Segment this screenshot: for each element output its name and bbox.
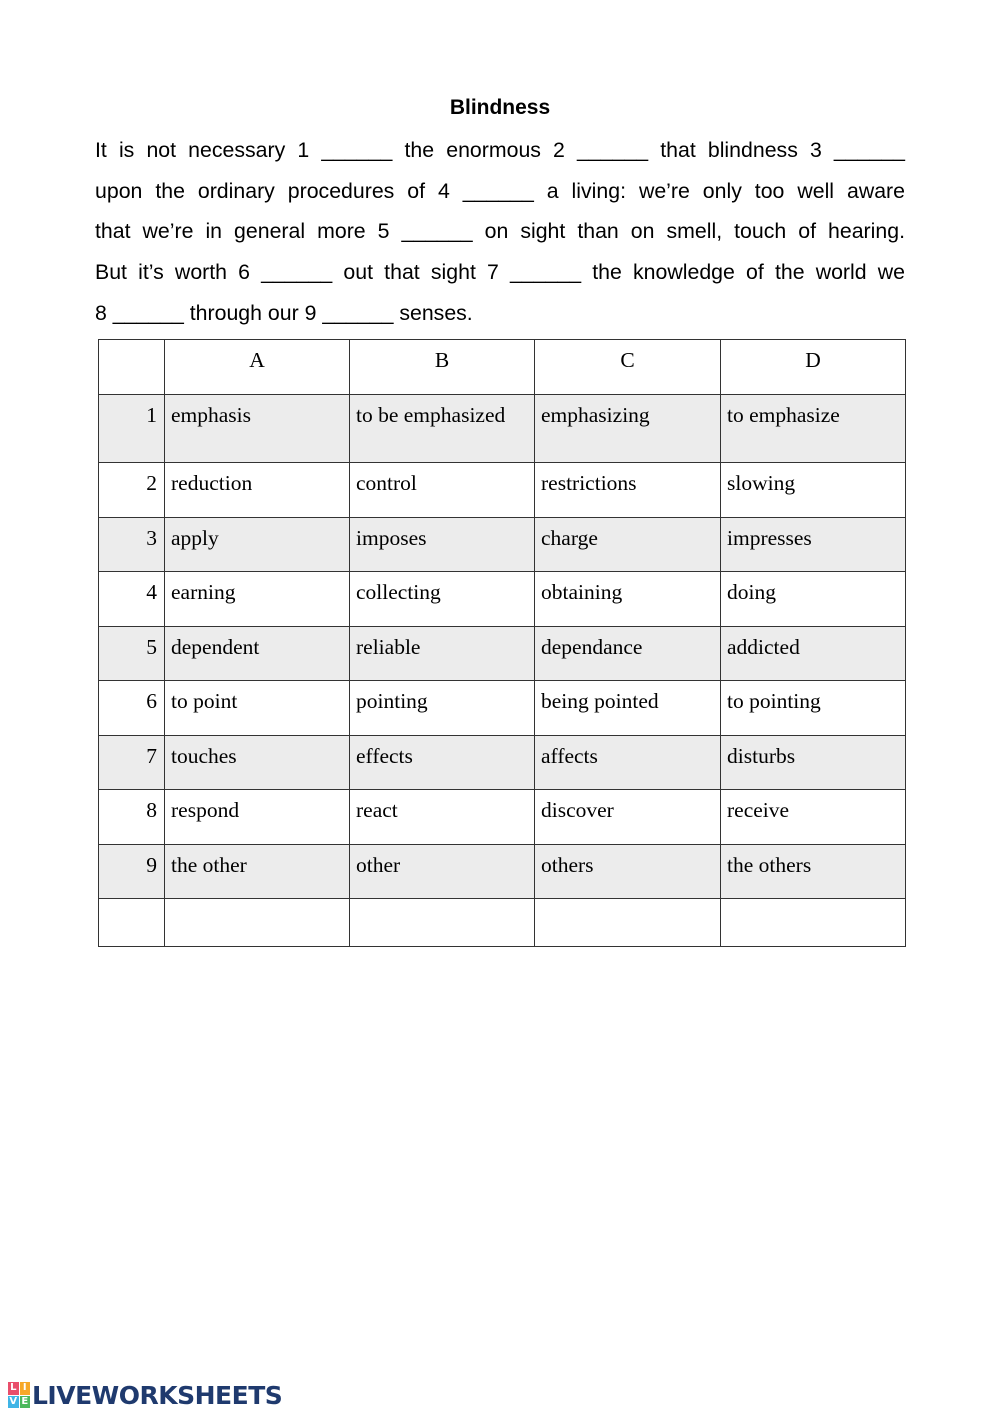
option-c: discover bbox=[535, 790, 721, 845]
table-row bbox=[99, 572, 906, 627]
question-number: 5 bbox=[99, 626, 165, 681]
table-row bbox=[99, 463, 906, 518]
table-row bbox=[99, 395, 906, 463]
question-number: 2 bbox=[99, 463, 165, 518]
option-d: to pointing bbox=[721, 681, 906, 736]
header-cell-c: C bbox=[535, 340, 721, 395]
option-d: impresses bbox=[721, 517, 906, 572]
option-b: control bbox=[350, 463, 535, 518]
cloze-passage bbox=[95, 130, 905, 333]
option-d: disturbs bbox=[721, 735, 906, 790]
option-d: to emphasize bbox=[721, 395, 906, 463]
table-header-row bbox=[99, 340, 906, 395]
empty-cell bbox=[535, 899, 721, 947]
option-a: to point bbox=[165, 681, 350, 736]
option-a: respond bbox=[165, 790, 350, 845]
question-number: 3 bbox=[99, 517, 165, 572]
header-cell-d: D bbox=[721, 340, 906, 395]
option-c: others bbox=[535, 844, 721, 899]
passage-line: But it’s worth 6 ______ out that sight 7 ______ the knowledge of the world we bbox=[95, 260, 905, 285]
question-number: 1 bbox=[99, 395, 165, 463]
question-number: 4 bbox=[99, 572, 165, 627]
empty-cell bbox=[99, 899, 165, 947]
table-row bbox=[99, 790, 906, 845]
table-row-empty bbox=[99, 899, 906, 947]
option-c: obtaining bbox=[535, 572, 721, 627]
option-c: affects bbox=[535, 735, 721, 790]
table-row bbox=[99, 517, 906, 572]
option-b: effects bbox=[350, 735, 535, 790]
option-a: apply bbox=[165, 517, 350, 572]
worksheet-title: Blindness bbox=[449, 96, 551, 119]
option-c: emphasizing bbox=[535, 395, 721, 463]
passage-line: 8 ______ through our 9 ______ senses. bbox=[95, 300, 473, 325]
option-b: pointing bbox=[350, 681, 535, 736]
table-row bbox=[99, 626, 906, 681]
liveworksheets-logo bbox=[8, 1379, 282, 1411]
liveworksheets-logo-icon: L I V E bbox=[9, 1382, 29, 1407]
table-row bbox=[99, 844, 906, 899]
option-a: touches bbox=[165, 735, 350, 790]
option-b: reliable bbox=[350, 626, 535, 681]
brand-name: LIVEWORKSHEETS bbox=[32, 1380, 283, 1410]
option-b: react bbox=[350, 790, 535, 845]
empty-cell bbox=[165, 899, 350, 947]
table-row bbox=[99, 681, 906, 736]
header-cell-b: B bbox=[350, 340, 535, 395]
option-a: the other bbox=[165, 844, 350, 899]
option-c: restrictions bbox=[535, 463, 721, 518]
option-a: reduction bbox=[165, 463, 350, 518]
option-d: addicted bbox=[721, 626, 906, 681]
option-a: dependent bbox=[165, 626, 350, 681]
option-d: doing bbox=[721, 572, 906, 627]
option-d: receive bbox=[721, 790, 906, 845]
passage-line: that we’re in general more 5 ______ on sight than on smell, touch of hearing. bbox=[95, 219, 905, 244]
header-cell-a: A bbox=[165, 340, 350, 395]
question-number: 8 bbox=[99, 790, 165, 845]
option-b: imposes bbox=[350, 517, 535, 572]
empty-cell bbox=[350, 899, 535, 947]
option-d: the others bbox=[721, 844, 906, 899]
option-b: collecting bbox=[350, 572, 535, 627]
option-b: other bbox=[350, 844, 535, 899]
option-b: to be emphasized bbox=[350, 395, 535, 463]
table-row bbox=[99, 735, 906, 790]
question-number: 9 bbox=[99, 844, 165, 899]
passage-line: upon the ordinary procedures of 4 ______ a living: we’re only too well aware bbox=[95, 178, 905, 203]
option-c: being pointed bbox=[535, 681, 721, 736]
option-c: charge bbox=[535, 517, 721, 572]
option-d: slowing bbox=[721, 463, 906, 518]
option-a: earning bbox=[165, 572, 350, 627]
options-table bbox=[98, 339, 906, 947]
passage-line: It is not necessary 1 ______ the enormous 2 ______ that blindness 3 ______ bbox=[95, 138, 905, 162]
header-cell-number bbox=[99, 340, 165, 395]
option-a: emphasis bbox=[165, 395, 350, 463]
question-number: 6 bbox=[99, 681, 165, 736]
question-number: 7 bbox=[99, 735, 165, 790]
option-c: dependance bbox=[535, 626, 721, 681]
empty-cell bbox=[721, 899, 906, 947]
